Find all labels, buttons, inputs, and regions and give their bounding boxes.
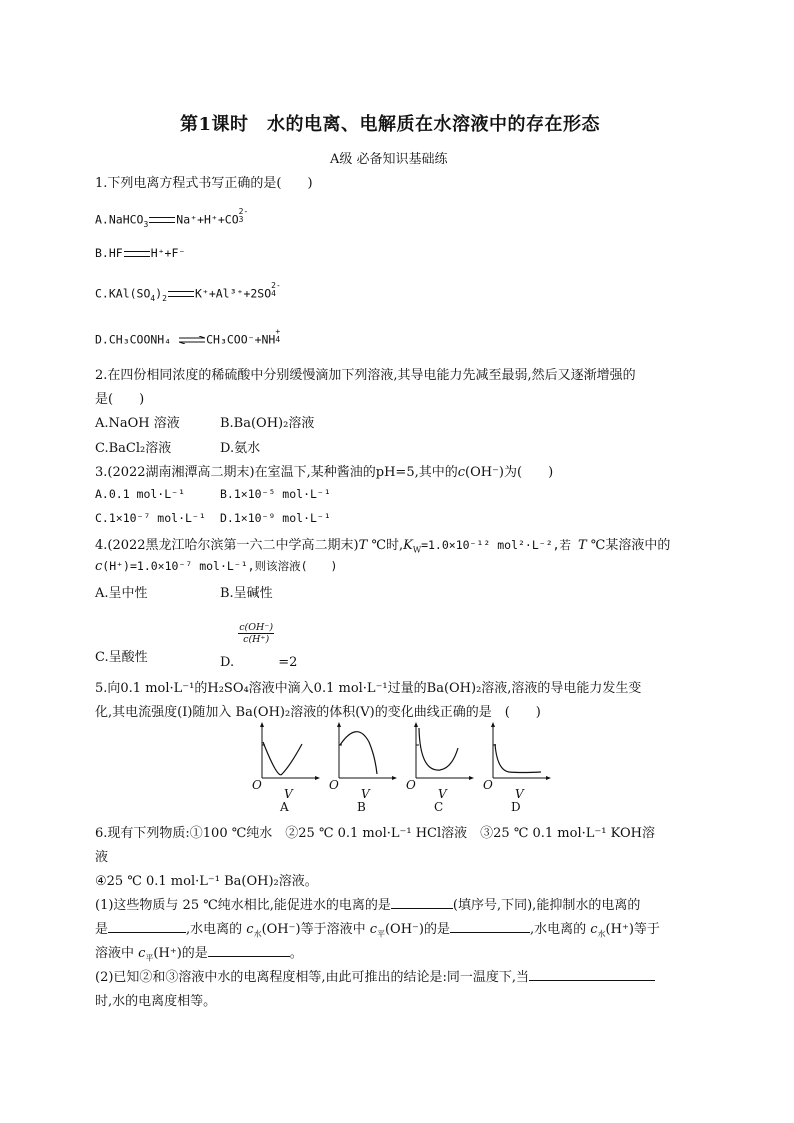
- q6-p3c: (H⁺)的是: [153, 946, 208, 961]
- q4-option-a: A.呈中性: [95, 586, 148, 601]
- q6-p2e: c: [369, 922, 377, 937]
- q1-option-a: [95, 207, 249, 229]
- q4-stem-post: ℃某溶液中的: [586, 538, 671, 553]
- q1-c-sub2: 2: [162, 293, 167, 303]
- q1-d-ion-sup: +: [275, 327, 281, 336]
- q1-a-mid: Na⁺+H⁺+C: [176, 212, 232, 227]
- q6-part1-line3: [95, 942, 303, 964]
- q1-a-ion-sub: 3: [238, 215, 244, 224]
- q4-d-numerator: c(OH⁻): [239, 622, 274, 633]
- q1-d-right: CH₃COO⁻+N: [206, 332, 269, 347]
- q5-graph-b-origin: O: [329, 778, 339, 792]
- q6-p2g: ,水电离的: [530, 922, 591, 937]
- q4-line2-c: c: [95, 559, 103, 574]
- q1-a-sub: 3: [143, 219, 149, 229]
- q2-option-b: B.Ba(OH)₂溶液: [220, 416, 315, 431]
- q1-d-ion-sub: 4: [275, 335, 281, 344]
- q6-line2: ④25 ℃ 0.1 mol·L⁻¹ Ba(OH)₂溶液。: [95, 874, 318, 889]
- q6-p2d: (OH⁻)等于溶液中: [261, 922, 370, 937]
- q6-p3a: 溶液中: [95, 946, 139, 961]
- q5-graph-d-label: D: [511, 800, 521, 814]
- q6-blank-3[interactable]: [450, 932, 530, 933]
- q3-stem-post: (OH⁻)为( ): [465, 465, 554, 480]
- q6-p2c: c: [246, 922, 254, 937]
- q4-line2: (H⁺)=1.0×10⁻⁷ mol·L⁻¹,则该溶液( ): [102, 559, 338, 573]
- q6-p2a: 是: [95, 922, 109, 937]
- q6-p2i: (H⁺)等于: [605, 922, 660, 937]
- q1-c-close: ): [155, 286, 163, 301]
- q1-b-right: H⁺+F⁻: [150, 246, 186, 260]
- q6-part1-line2: [95, 918, 660, 940]
- q3-option-b: B.1×10⁻⁵ mol·L⁻¹: [220, 487, 331, 501]
- q3-option-a: A.0.1 mol·L⁻¹: [95, 487, 186, 501]
- section-level: A级 必备知识基础练: [330, 152, 448, 167]
- q5-graph-c-label: C: [434, 800, 444, 814]
- q6-p1b: (填序号,下同),能抑制水的电离的: [452, 898, 641, 913]
- q4-stem-T: T: [358, 538, 368, 553]
- q4-stem-pre: 4.(2022黑龙江哈尔滨第一六二中学高二期末): [95, 538, 359, 553]
- q1-c-ion: O: [264, 286, 272, 301]
- q1-stem: 1.下列电离方程式书写正确的是( ): [95, 176, 313, 191]
- q4-stem-mid: ℃时,: [367, 538, 404, 553]
- q2-option-c: C.BaCl₂溶液: [95, 441, 172, 456]
- q2-stem: 2.在四份相同浓度的稀硫酸中分别缓慢滴加下列溶液,其导电能力先减至最弱,然后又逐渐增强的: [95, 368, 636, 383]
- q4-option-d: [220, 622, 298, 670]
- q5-graph-a-origin: O: [252, 778, 262, 792]
- q4-option-c: C.呈酸性: [95, 650, 148, 665]
- q5-graph-a-axis: V: [284, 787, 293, 801]
- q3-stem: [95, 461, 553, 480]
- q5-graph-d-axis: V: [515, 787, 524, 801]
- q4-stem-line2: [95, 558, 337, 574]
- q6-p2h-sub: 水: [597, 929, 606, 939]
- page-title: 第1课时 水的电离、电解质在水溶液中的存在形态: [180, 114, 601, 135]
- q6-p2b: ,水电离的: [186, 922, 247, 937]
- equal-sign-icon: [149, 217, 175, 223]
- q4-d-denominator: c(H⁺): [243, 634, 270, 645]
- q6-p3d: 。: [289, 946, 303, 961]
- q1-d-prefix: D.CH₃COONH₄: [95, 332, 172, 347]
- q6-p2h: c: [590, 922, 598, 937]
- q1-a-ion: O: [231, 212, 239, 227]
- q1-b-prefix: B.HF: [95, 246, 123, 260]
- q3-stem-pre: 3.(2022湖南湘潭高二期末)在室温下,某种酱油的pH=5,其中的: [95, 465, 458, 480]
- q1-c-sub: 4: [150, 293, 156, 303]
- q3-option-c: C.1×10⁻⁷ mol·L⁻¹: [95, 511, 206, 525]
- q4-option-b: B.呈碱性: [220, 586, 273, 601]
- q4-d-value: =2: [278, 655, 298, 670]
- q6-line1b: 液: [95, 850, 109, 865]
- q4-stem-Ksub: W: [412, 545, 422, 555]
- q1-a-ion-sup: 2-: [238, 207, 249, 216]
- q1-option-d: [95, 327, 281, 348]
- q1-a-prefix: A.NaHCO: [95, 212, 144, 227]
- q4-stem-mid2: =1.0×10⁻¹² mol²·L⁻²,若: [421, 538, 578, 552]
- q4-stem-T2: T: [577, 538, 587, 553]
- q2-option-a: A.NaOH 溶液: [95, 416, 180, 431]
- q6-part1-line1: [95, 894, 640, 913]
- equal-sign-icon: [124, 251, 150, 257]
- equal-sign-icon: [168, 291, 194, 297]
- q5-graph-b-axis: V: [361, 787, 370, 801]
- q6-p3b: c: [138, 946, 146, 961]
- q5-stem: 5.向0.1 mol·L⁻¹的H₂SO₄溶液中滴入0.1 mol·L⁻¹过量的Ba(OH)₂溶液,溶液的导电能力发生变: [95, 681, 642, 696]
- q6-line1: 6.现有下列物质:①100 ℃纯水 ②25 ℃ 0.1 mol·L⁻¹ HCl溶液 ③25 ℃ 0.1 mol·L⁻¹ KOH溶: [95, 826, 655, 841]
- q5-graph-b-label: B: [357, 800, 366, 814]
- q6-p2e-sub: 平: [376, 929, 385, 939]
- q6-p3b-sub: 平: [145, 953, 154, 963]
- q4-d-fraction: [238, 622, 274, 645]
- q3-option-d: D.1×10⁻⁹ mol·L⁻¹: [220, 511, 331, 525]
- q2-stem-2: 是( ): [95, 392, 145, 407]
- q6-part2-line2: 时,水的电离度相等。: [95, 994, 217, 1009]
- q6-blank-5[interactable]: [529, 980, 655, 981]
- q1-c-ion-sub: 4: [271, 289, 276, 298]
- q3-stem-c: c: [457, 465, 465, 480]
- q6-p4a: (2)已知②和③溶液中水的电离程度相等,由此可推出的结论是:同一温度下,当: [95, 970, 530, 985]
- q1-c-ion-sup: 2-: [271, 281, 281, 290]
- q1-c-right: K⁺+Al³⁺+2S: [194, 286, 265, 301]
- q6-p2f: (OH⁻)的是: [384, 922, 450, 937]
- q1-c-prefix: C.KAl(SO: [95, 286, 151, 301]
- q5-graph-d-origin: O: [483, 778, 493, 792]
- q1-option-b: [95, 246, 185, 260]
- reversible-arrow-icon: [179, 336, 205, 344]
- q2-option-d: D.氨水: [220, 441, 261, 456]
- q6-blank-1[interactable]: [391, 908, 453, 909]
- q4-d-prefix: D.: [220, 655, 235, 670]
- q5-graph-a-label: A: [280, 800, 289, 814]
- q6-p2c-sub: 水: [253, 929, 262, 939]
- q5-graph-c-origin: O: [406, 778, 416, 792]
- q1-d-ion: H: [268, 332, 276, 347]
- q5-stem-2: 化,其电流强度(I)随加入 Ba(OH)₂溶液的体积(V)的变化曲线正确的是 ( ): [95, 705, 541, 720]
- q5-graph-c-axis: V: [438, 787, 447, 801]
- q6-blank-4[interactable]: [208, 956, 290, 957]
- q4-stem-K: K: [403, 538, 413, 553]
- q4-stem: [95, 534, 670, 555]
- q6-part2-line1: [95, 966, 655, 985]
- q1-option-c: [95, 281, 281, 303]
- q6-blank-2[interactable]: [108, 932, 186, 933]
- q6-p1a: (1)这些物质与 25 ℃纯水相比,能促进水的电离的是: [95, 898, 391, 913]
